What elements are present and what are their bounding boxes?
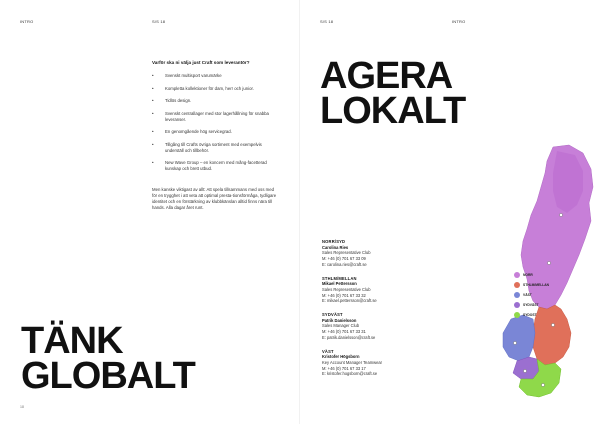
page-number: 18 [20,405,24,409]
map-city-dot [513,341,516,344]
list-item: • En genomgående hög servicegrad. [152,129,280,135]
contact-region: SYDVÄST [322,312,343,318]
contact-card [322,312,452,341]
contact-phone: M: +46 (0) 701 67 33 17 [322,365,366,371]
legend-label: VÄST [523,293,532,297]
headline-line: LOKALT [320,89,466,132]
legend-label: SYDVÄST [523,303,539,307]
contact-list [322,239,452,385]
contact-phone: M: +46 (0) 701 67 33 31 [322,329,366,335]
list-item: • Tidlös design. [152,98,280,104]
legend-swatch [514,312,520,318]
legend-item [514,270,554,280]
legend-swatch [514,292,520,298]
benefit-list [152,73,280,179]
headline-think-global [21,320,195,397]
contact-email: E: kristofer.hogsborn@craft.se [322,371,378,377]
contact-title: Sales Manager Club [322,323,360,329]
region-vast [503,315,535,361]
contact-title: Sales Representative Club [322,286,371,292]
running-header-season: S/S 18 [152,19,166,24]
legend-label: STHLM/MELLAN [523,283,550,287]
outro-paragraph: Men kanske viktigast av allt: Att spela tillsammans med oss med för en trygghet i att veta att optimal presta-tionsförmåga, tydligare identitet och en förstärkning av klubbkänslan alltid finns nära till hands. Alla dagar året runt. [152,187,277,211]
contact-name: Carolina Ries [322,244,349,250]
legend-item [514,280,554,290]
headline-line: TÄNK [21,320,123,362]
legend-swatch [514,302,520,308]
contact-name: Kristofer Högsborn [322,354,360,360]
contact-region: STHLM/MELLAN [322,275,357,281]
contact-email: E: patrik.danielsson@craft.se [322,334,376,340]
contact-email: E: carolina.ries@craft.se [322,261,367,267]
contact-name: Mikael Pettersson [322,281,357,287]
headline-act-local [320,55,466,132]
map-legend [514,270,554,320]
legend-swatch [514,282,520,288]
headline-line: AGERA [320,55,453,97]
contact-phone: M: +46 (0) 701 67 33 09 [322,256,366,262]
intro-question: Varför ska ni välja just Craft som leverantör? [152,60,250,65]
contact-region: NORR/SYD [322,239,346,244]
running-header-right: INTRO [452,19,466,24]
contact-card [322,349,452,378]
headline-line: GLOBALT [21,354,195,397]
contact-phone: M: +46 (0) 701 67 33 32 [322,292,366,298]
map-city-dot [551,323,554,326]
list-item: • New Wave Group – en koncern med mång-facetterad kunskap och brett utbud. [152,160,280,172]
map-city-dot [523,369,526,372]
map-city-dot [541,383,544,386]
contact-title: Sales Representative Club [322,250,371,256]
contact-email: E: mikael.pettersson@craft.se [322,298,377,304]
running-header-season: S/S 18 [320,19,334,24]
list-item: • Kompletta kollektioner för dam, herr och junior. [152,86,280,92]
map-city-dot [547,261,550,264]
legend-item [514,290,554,300]
legend-swatch [514,272,520,278]
list-item: • Svenskt centrallager med stor lagerhållning för snabba leveranser. [152,111,280,123]
legend-item [514,300,554,310]
contact-card [322,276,452,305]
list-item: • Svenskt multisport varumärke [152,73,280,79]
contact-title: Key Account Manager Teamwear [322,359,382,365]
map-city-dot [559,213,562,216]
list-item: • Tillgång till Crafts övriga sortiment med exempelvis underställ och tillbehör. [152,142,280,154]
legend-label: SYDOST [523,313,537,317]
contact-region: VÄST [322,348,334,354]
right-page [300,0,600,424]
contact-card [322,239,452,268]
legend-item [514,310,554,320]
legend-label: NORR [523,273,533,277]
running-header-left: INTRO [20,19,34,24]
contact-name: Patrik Danielsson [322,317,357,323]
